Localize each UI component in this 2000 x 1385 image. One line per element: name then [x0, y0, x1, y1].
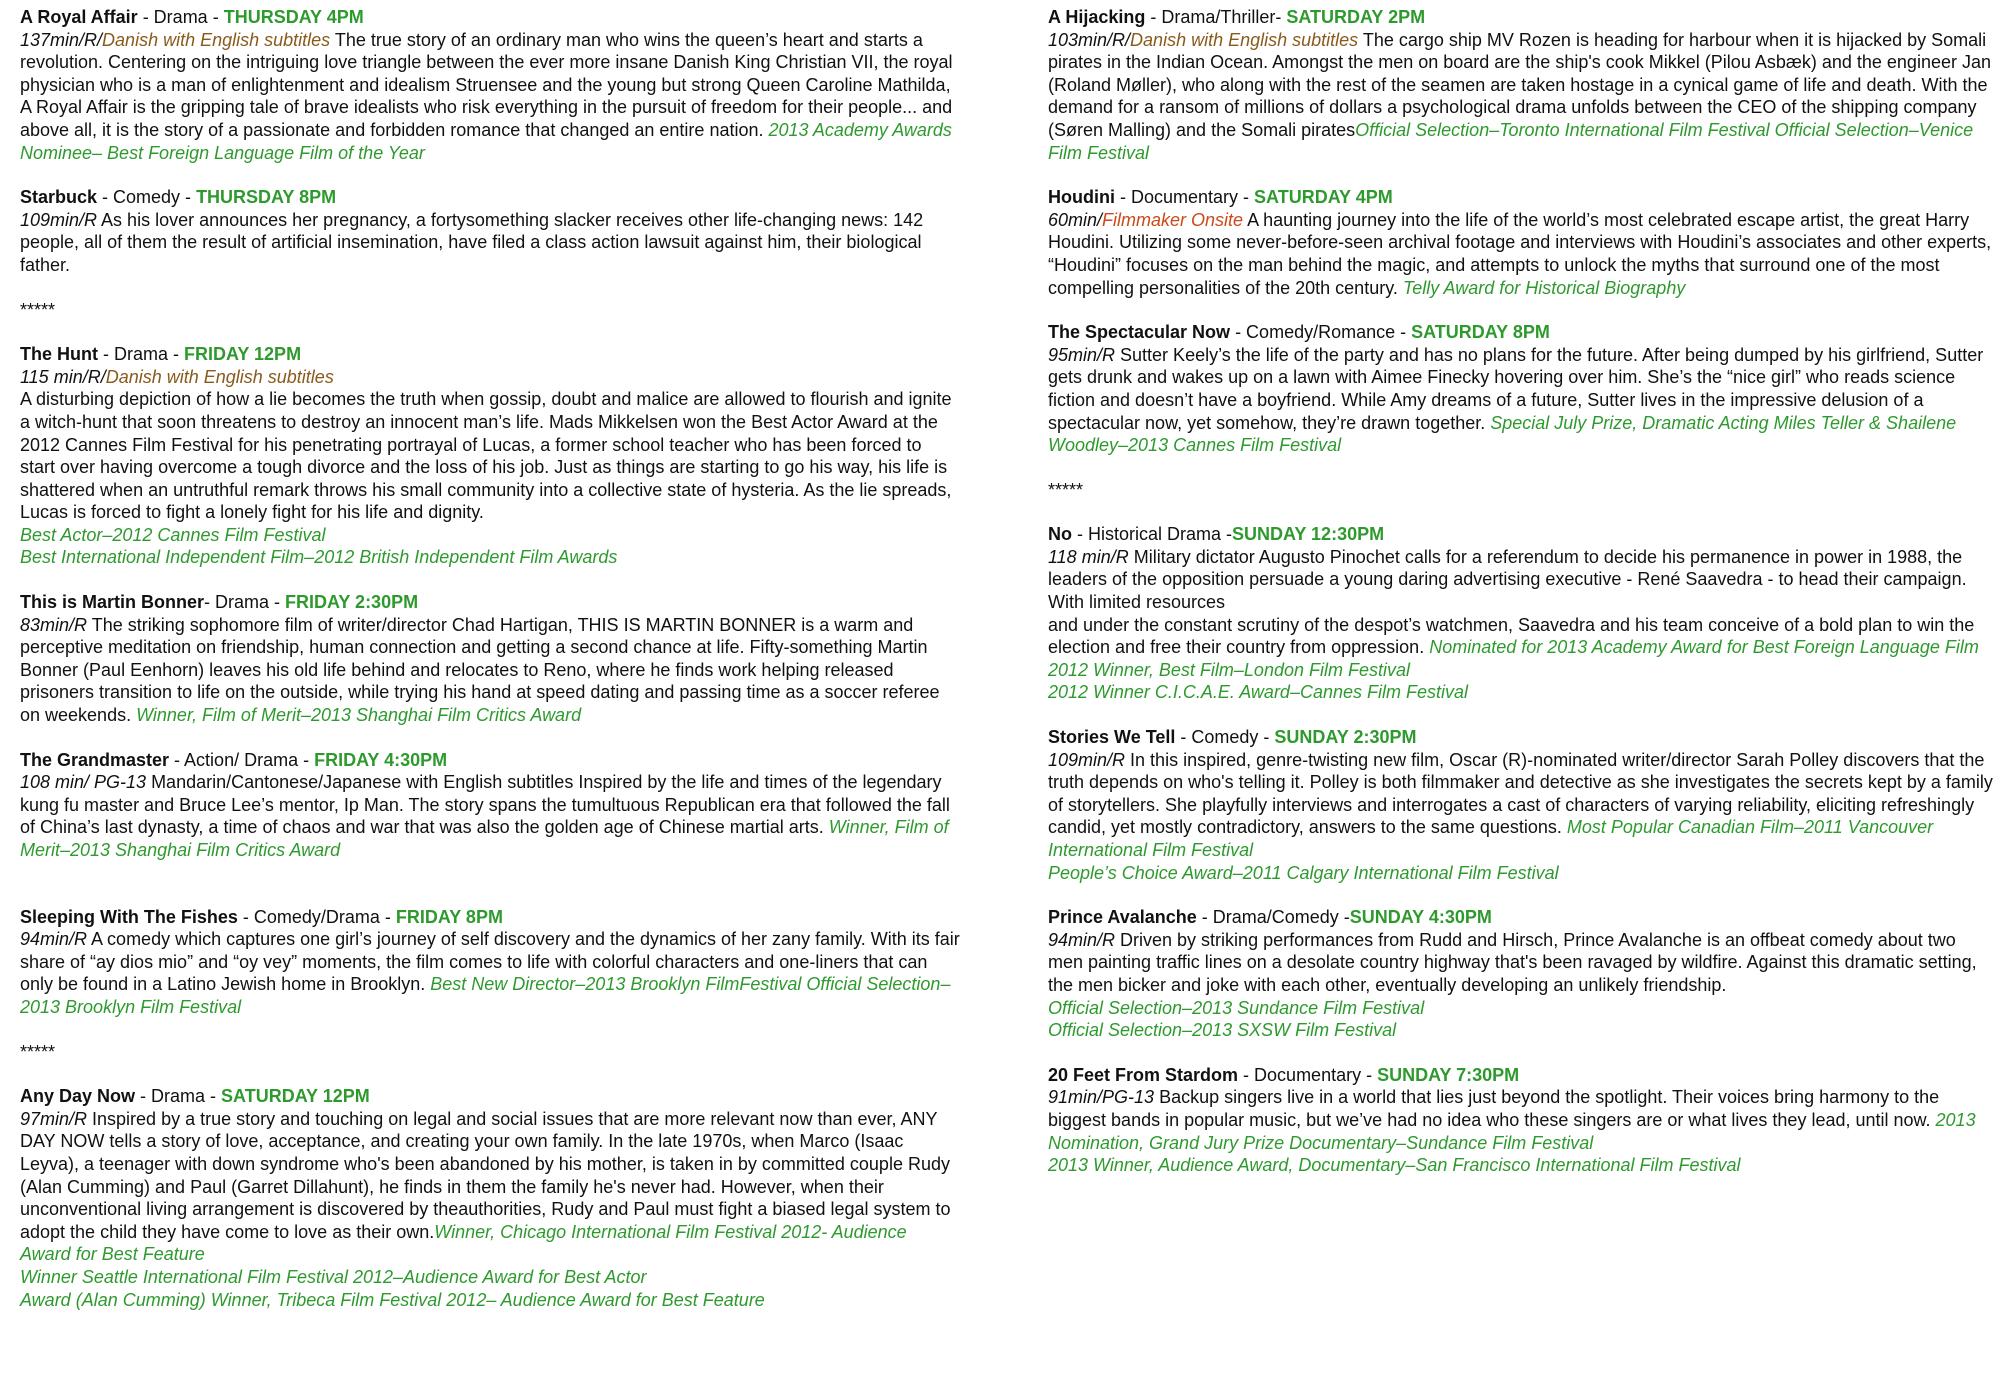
- film-award: Winner Seattle International Film Festival 2012–Audience Award for Best Actor: [20, 1266, 647, 1287]
- film-language: Danish with English subtitles: [102, 29, 331, 50]
- film-title: Any Day Now: [20, 1086, 136, 1107]
- film-genre: - Drama -: [204, 592, 286, 613]
- film-entry: [20, 906, 960, 1019]
- film-title: Stories We Tell: [1048, 727, 1176, 748]
- film-showtime: FRIDAY 2:30PM: [285, 592, 419, 613]
- film-entry: [20, 591, 960, 727]
- film-award: Best Actor–2012 Cannes Film Festival: [20, 524, 326, 545]
- film-showtime: FRIDAY 4:30PM: [314, 749, 448, 770]
- film-showtime: SUNDAY 12:30PM: [1232, 524, 1385, 545]
- film-entry: [1048, 1064, 1993, 1177]
- film-award: Winner, Chicago International Film Festival 2012- Audience Award for Best Feature: [20, 1221, 907, 1265]
- film-genre: - Drama -: [137, 7, 224, 27]
- film-showtime: THURSDAY 8PM: [196, 187, 337, 208]
- film-description: Mandarin/Cantonese/Japanese with English subtitles Inspired by the life and times of the legendary kung fu master and Bruce Lee’s mentor, Ip Man. The story spans the tumultuous Republican era that followed the fall of China’s last dynasty, a time of chaos and war that was also the golden age of Chinese martial arts.: [20, 772, 950, 838]
- film-description: Backup singers live in a world that lies just beyond the spotlight. Their voices bring harmony to the biggest bands in popular music, but we’ve had no idea who these singers are or what lives they lead, until now.: [1048, 1087, 1940, 1130]
- film-runtime-rating: 137min/R/: [20, 29, 103, 50]
- film-title: A Royal Affair: [20, 7, 138, 27]
- film-genre: - Comedy -: [1175, 727, 1275, 748]
- film-award: Best New Director–2013 Brooklyn FilmFestival Official Selection–2013 Brooklyn Film Festival: [20, 974, 951, 1017]
- film-runtime-rating: 97min/R: [20, 1108, 88, 1129]
- film-description: Military dictator Augusto Pinochet calls for a referendum to decide his permanence in power in 1988, the leaders of the opposition persuade a young daring advertising executive - René Saavedra - to head their campaign. With limited resources: [1048, 546, 1967, 613]
- film-runtime-rating: 60min/: [1048, 209, 1103, 230]
- film-runtime-rating: 109min/R: [1048, 749, 1126, 770]
- film-title: The Grandmaster: [20, 749, 170, 770]
- film-description: Driven by striking performances from Rudd and Hirsch, Prince Avalanche is an offbeat comedy about two men painting traffic lines on a desolate country highway that's been ravaged by wildfire. Against this dramatic setting, the men bicker and joke with each other, eventually developing an unlikely friendship.: [1048, 929, 1977, 995]
- film-award: Winner, Film of Merit–2013 Shanghai Film Critics Award: [136, 705, 582, 726]
- film-award: Winner, Film of Merit–2013 Shanghai Film Critics Award: [20, 817, 949, 860]
- film-title: Houdini: [1048, 187, 1115, 208]
- film-award: Most Popular Canadian Film–2011 Vancouver International Film Festival: [1048, 817, 1934, 860]
- film-showtime: FRIDAY 12PM: [184, 344, 302, 365]
- film-award: Official Selection–2013 Sundance Film Festival: [1048, 997, 1425, 1018]
- film-entry: [20, 186, 960, 276]
- film-description: A haunting journey into the life of the world’s most celebrated escape artist, the great Harry Houdini. Utilizing some never-before-seen archival footage and interviews with Houdini’s associates and other experts, “Houdini” focuses on the man behind the magic, and attempts to unlock the myths that surround one of the most compelling personalities of the 20th century.: [1048, 209, 1992, 298]
- film-genre: - Drama -: [135, 1086, 222, 1107]
- film-runtime-rating: 118 min/R: [1048, 546, 1129, 567]
- section-separator: *****: [20, 299, 56, 320]
- section-separator: *****: [1048, 479, 1084, 500]
- film-title: This is Martin Bonner: [20, 592, 205, 613]
- film-description: The striking sophomore film of writer/director Chad Hartigan, THIS IS MARTIN BONNER is a warm and perceptive meditation on friendship, human connection and getting a second chance at life. Fifty-something Martin Bonner (Paul Eenhorn) leaves his old life behind and relocates to Reno, where he finds work helping released prisoners transition to life on the outside, while trying his hand at speed dating and passing time as a soccer referee on weekends.: [20, 614, 940, 726]
- film-showtime: FRIDAY 8PM: [395, 906, 503, 927]
- film-language: Danish with English subtitles: [105, 366, 334, 387]
- film-genre: - Drama -: [98, 344, 185, 365]
- section-separator: *****: [20, 1041, 56, 1062]
- film-description: A comedy which captures one girl’s journey of self discovery and the dynamics of her zany family. With its fair share of “ay dios mio” and “oy vey” moments, the film comes to life with colorful characters and one-liners that can only be found in a Latino Jewish home in Brooklyn.: [20, 929, 960, 995]
- film-description: Sutter Keely’s the life of the party and has no plans for the future. After being dumped by his girlfriend, Sutter gets drunk and wakes up on a lawn with Aimee Finecky hovering over him. She’s the “nice girl” who reads science fiction and doesn’t have a boyfriend. While Amy dreams of a future, Sutter lives in the impressive delusion of a spectacular now, yet somehow, they’re drawn together.: [1048, 344, 1984, 433]
- film-runtime-rating: 109min/R: [20, 209, 98, 230]
- film-description: The true story of an ordinary man who wins the queen’s heart and starts a revolution. Centering on the intriguing love triangle between the ever more insane Danish King Christian VII, the royal physician who is a man of enlightenment and idealism Struensee and the young but strong Queen Caroline Mathilda, A Royal Affair is the gripping tale of brave idealists who risk everything in the pursuit of freedom for their people... and above all, it is the story of a passionate and forbidden romance that changed an entire nation.: [20, 29, 953, 140]
- film-award: 2013 Nomination, Grand Jury Prize Documentary–Sundance Film Festival: [1048, 1109, 1976, 1153]
- film-entry: [20, 1085, 960, 1311]
- film-title: The Hunt: [20, 344, 98, 365]
- film-showtime: SUNDAY 4:30PM: [1349, 907, 1492, 928]
- film-entry: [20, 749, 960, 862]
- film-showtime: SATURDAY 2PM: [1286, 7, 1426, 27]
- left-column: [20, 6, 960, 1311]
- filmmaker-onsite-note: Filmmaker Onsite: [1102, 209, 1244, 230]
- film-description: As his lover announces her pregnancy, a fortysomething slacker receives other life-changing news: 142 people, all of them the result of artificial insemination, have filed a class action lawsuit against him, their biological father.: [20, 209, 924, 275]
- film-showtime: THURSDAY 4PM: [223, 7, 364, 27]
- film-runtime-rating: 115 min/R/: [20, 366, 106, 387]
- film-description: A disturbing depiction of how a lie becomes the truth when gossip, doubt and malice are allowed to flourish and ignite a witch-hunt that soon threatens to destroy an innocent man’s life. Mads Mikkelsen won the Best Actor Award at the 2012 Cannes Film Festival for his penetrating portrayal of Lucas, a former school teacher who has been forced to start over having overcome a tough divorce and the loss of his job. Just as things are starting to go his way, his life is shattered when an untruthful remark throws his small community into a collective state of hysteria. As the lie spreads, Lucas is forced to fight a lonely fight for his life and dignity.: [20, 389, 952, 523]
- film-genre: - Drama/Thriller-: [1145, 7, 1287, 27]
- film-showtime: SATURDAY 12PM: [221, 1086, 370, 1107]
- film-genre: - Historical Drama -: [1072, 524, 1233, 545]
- film-runtime-rating: 83min/R: [20, 614, 88, 635]
- film-title: Starbuck: [20, 187, 98, 208]
- film-genre: - Drama/Comedy -: [1196, 907, 1350, 928]
- film-entry: [1048, 6, 1993, 164]
- film-language: Danish with English subtitles: [1130, 29, 1359, 50]
- film-title: The Spectacular Now: [1048, 322, 1231, 343]
- film-title: A Hijacking: [1048, 7, 1146, 27]
- film-award: Nominated for 2013 Academy Award for Best Foreign Language Film 2012 Winner, Best Film–London Film Festival: [1048, 637, 1979, 680]
- film-title: 20 Feet From Stardom: [1048, 1064, 1239, 1085]
- film-entry: [1048, 523, 1993, 704]
- film-award: Special July Prize, Dramatic Acting Miles Teller & Shailene Woodley–2013 Cannes Film Festival: [1048, 412, 1957, 456]
- film-description-continued: and under the constant scrutiny of the despot’s watchmen, Saavedra and his team conceive of a bold plan to win the election and free their country from oppression.: [1048, 614, 1975, 658]
- film-description: The cargo ship MV Rozen is heading for harbour when it is hijacked by Somali pirates in the Indian Ocean. Amongst the men on board are the ship's cook Mikkel (Pilou Asbæk) and the engineer Jan (Roland Møller), who along with the rest of the seamen are taken hostage in a cynical game of life and death. With the demand for a ransom of millions of dollars a psychological drama unfolds between the CEO of the shipping company (Søren Malling) and the Somali pirates: [1048, 29, 1991, 140]
- film-genre: - Comedy -: [97, 187, 197, 208]
- right-column: [1048, 6, 1993, 1177]
- film-title: Sleeping With The Fishes: [20, 906, 238, 927]
- film-award: 2012 Winner C.I.C.A.E. Award–Cannes Film Festival: [1048, 682, 1469, 703]
- film-description: In this inspired, genre-twisting new film, Oscar (R)-nominated writer/director Sarah Polley discovers that the truth depends on who's telling it. Polley is both filmmaker and detective as she investigates the secrets kept by a family of storytellers. She playfully interviews and interrogates a cast of characters of varying reliability, eliciting refreshingly candid, yet mostly contradictory, answers to the same questions.: [1048, 749, 1993, 838]
- film-showtime: SUNDAY 2:30PM: [1274, 727, 1417, 748]
- film-runtime-rating: 91min/PG-13: [1048, 1087, 1155, 1108]
- film-genre: - Comedy/Romance -: [1230, 322, 1412, 343]
- film-entry: [1048, 321, 1993, 457]
- film-showtime: SATURDAY 4PM: [1254, 187, 1393, 208]
- film-entry: [1048, 726, 1993, 884]
- film-genre: - Action/ Drama -: [169, 749, 315, 770]
- film-award: Telly Award for Historical Biography: [1402, 277, 1686, 298]
- film-title: No: [1048, 524, 1072, 545]
- film-award: 2013 Winner, Audience Award, Documentary–San Francisco International Film Festival: [1048, 1155, 1741, 1176]
- film-genre: - Comedy/Drama -: [237, 906, 396, 927]
- film-entry: [1048, 186, 1993, 299]
- film-entry: [20, 343, 960, 569]
- film-award: 2013 Academy Awards Nominee– Best Foreign Language Film of the Year: [20, 119, 952, 163]
- film-runtime-rating: 108 min/ PG-13: [20, 772, 147, 793]
- film-award: People’s Choice Award–2011 Calgary International Film Festival: [1048, 862, 1559, 883]
- film-award: Official Selection–Toronto International Film Festival Official Selection–Venice Film Festival: [1048, 119, 1974, 163]
- film-title: Prince Avalanche: [1048, 907, 1197, 928]
- film-award: Award (Alan Cumming) Winner, Tribeca Film Festival 2012– Audience Award for Best Feature: [20, 1289, 765, 1310]
- film-entry: [1048, 906, 1993, 1042]
- film-description: Inspired by a true story and touching on legal and social issues that are more relevant now than ever, ANY DAY NOW tells a story of love, acceptance, and creating your own family. In the late 1970s, when Marco (Isaac Leyva), a teenager with down syndrome who's been abandoned by his mother, is taken in by committed couple Rudy (Alan Cumming) and Paul (Garret Dillahunt), he finds in them the family he's never had. However, when their unconventional living arrangement is discovered by theauthorities, Rudy and Paul must fight a biased legal system to adopt the child they have come to love as their own.: [20, 1108, 951, 1242]
- film-showtime: SATURDAY 8PM: [1411, 322, 1550, 343]
- film-runtime-rating: 103min/R/: [1048, 29, 1131, 50]
- film-runtime-rating: 94min/R: [20, 929, 88, 950]
- film-entry: [20, 6, 960, 164]
- film-award: Best International Independent Film–2012 British Independent Film Awards: [20, 547, 618, 568]
- film-genre: - Documentary -: [1114, 187, 1255, 208]
- film-runtime-rating: 94min/R: [1048, 929, 1116, 950]
- film-award: Official Selection–2013 SXSW Film Festival: [1048, 1020, 1397, 1041]
- film-runtime-rating: 95min/R: [1048, 344, 1116, 365]
- film-genre: - Documentary -: [1238, 1064, 1378, 1085]
- film-showtime: SUNDAY 7:30PM: [1377, 1064, 1520, 1085]
